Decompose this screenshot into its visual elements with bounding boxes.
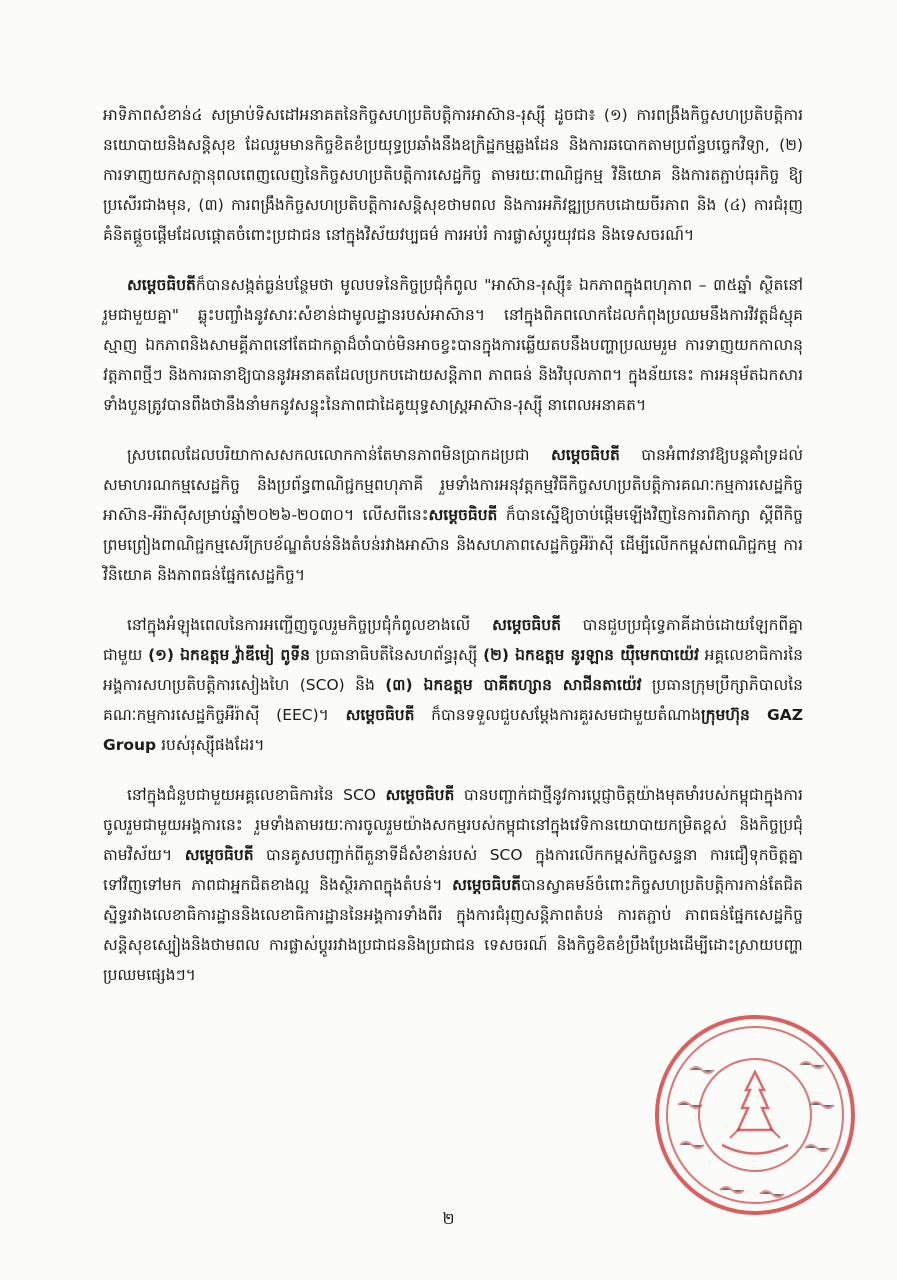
bold-text: សម្តេចធិបតី (452, 876, 521, 894)
bold-text: សម្តេចធិបតី (127, 276, 196, 294)
text-run: អាទិភាពសំខាន់៤ សម្រាប់ទិសដៅអនាគតនៃកិច្ចសហប្រតិបត្តិការអាស៊ាន-រុស្ស៊ី ដូចជា៖ (១) ការពង្រឹងកិច្ចសហប្រតិបត្តិការនយោបាយនិងសន្តិសុខ ដែលរួមមានកិច្ចខិតខំប្រយុទ្ធប្រឆាំងនឹងឧក្រិដ្ឋកម្មឆ្លងដែន និងការឆបោកតាមប្រព័ន្ធបច្ចេកវិទ្យា, (២) ការទាញយកសក្តានុពលពេញលេញនៃកិច្ចសហប្រតិបត្តិការសេដ្ឋកិច្ច តាមរយៈពាណិជ្ជកម្ម វិនិយោគ និងការតភ្ជាប់ធុរកិច្ច ឱ្យប្រសើរជាងមុន, (៣) ការពង្រឹងកិច្ចសហប្រតិបត្តិការសន្តិសុខថាមពល និងការអភិវឌ្ឍប្រកបដោយចីរភាព និង (៤) ការជំរុញគំនិតផ្តួចផ្តើមដែលផ្តោតចំពោះប្រជាជន នៅក្នុងវិស័យវប្បធម៌ ការអប់រំ ការផ្លាស់ប្តូរយុវជន និងទេសចរណ៍។ (103, 106, 803, 244)
paragraph-5 (103, 780, 803, 990)
paragraph-4 (103, 610, 803, 760)
bold-text: សម្តេចធិបតី (550, 446, 620, 464)
bold-text: (៣) ឯកឧត្តម បាគីតហ្សាន សាជីនតាយ៉េវ (385, 676, 642, 694)
bold-text: សម្តេចធិបតី (385, 786, 455, 804)
text-run: អគ្គលេខាធិការនៃអង្គការសហប្រតិបត្តិការសៀងហៃ (SCO) និង (103, 646, 803, 694)
text-run: នៅក្នុងជំនួបជាមួយអគ្គលេខាធិការនៃ SCO (127, 786, 386, 804)
text-run: របស់រុស្ស៊ីផងដែរ។ (156, 736, 265, 754)
paragraph-2 (103, 270, 803, 420)
text-run: ក៏បានស្នើឱ្យចាប់ផ្តើមឡើងវិញនៃការពិភាក្សា ស្តីពីកិច្ចព្រមព្រៀងពាណិជ្ជកម្មសេរីក្របខ័ណ្ឌតំបន់និងតំបន់រវាងអាស៊ាន និងសហភាពសេដ្ឋកិច្ចអឺរ៉ាស៊ី ដើម្បីលើកកម្ពស់ពាណិជ្ជកម្ម ការវិនិយោគ និងភាពធន់ផ្នែកសេដ្ឋកិច្ច។ (103, 506, 804, 584)
official-seal-icon (650, 1010, 860, 1220)
text-run: បានអំពាវនាវឱ្យបន្តគាំទ្រដល់សមាហរណកម្មសេដ្ឋកិច្ច និងប្រព័ន្ធពាណិជ្ជកម្មពហុភាគី រួមទាំងការអនុវត្តកម្មវិធីកិច្ចសហប្រតិបត្តិការគណៈកម្មការសេដ្ឋកិច្ចអាស៊ាន-អឺរ៉ាស៊ីសម្រាប់ឆ្នាំ២០២៦-២០៣០។ លើសពីនេះ (103, 446, 803, 524)
bold-text: សម្តេចធិបតី (428, 506, 498, 524)
paragraph-3 (103, 440, 803, 590)
bold-text: សម្តេចធិបតី (492, 616, 561, 634)
text-run: បានបញ្ជាក់ជាថ្មីនូវការប្តេជ្ញាចិត្តយ៉ាងមុតមាំរបស់កម្ពុជាក្នុងការចូលរួមជាមួយអង្គការនេះ រួមទាំងតាមរយៈការចូលរួមយ៉ាងសកម្មរបស់កម្ពុជានៅក្នុងវេទិកានយោបាយកម្រិតខ្ពស់ និងកិច្ចប្រជុំតាមវិស័យ។ (103, 786, 803, 864)
text-run: បានស្វាគមន៍ចំពោះកិច្ចសហប្រតិបត្តិការកាន់តែជិតស្និទ្ធរវាងលេខាធិការដ្ឋាននិងលេខាធិការដ្ឋាននៃអង្គការទាំងពីរ ក្នុងការជំរុញសន្តិភាពតំបន់ ការតភ្ជាប់ ភាពធន់ផ្នែកសេដ្ឋកិច្ច សន្តិសុខស្បៀងនិងថាមពល ការផ្លាស់ប្តូររវាងប្រជាជននិងប្រជាជន ទេសចរណ៍ និងកិច្ចខិតខំប្រឹងប្រែងដើម្បីដោះស្រាយបញ្ហាប្រឈមផ្សេងៗ។ (103, 876, 803, 984)
document-body (103, 100, 803, 1010)
text-run: ប្រធានក្រុមប្រឹក្សាភិបាលនៃគណៈកម្មការសេដ្ឋកិច្ចអឺរ៉ាស៊ី (EEC)។ (103, 676, 803, 724)
page-number: ២ (442, 1209, 455, 1228)
text-run: ក៏បានសង្កត់ធ្ងន់បន្ថែមថា មូលបទនៃកិច្ចប្រជុំកំពូល "អាស៊ាន-រុស្ស៊ី៖ ឯកភាពក្នុងពហុភាព – ៣៥ឆ្នាំ ស្ថិតនៅរួមជាមួយគ្នា" ឆ្លុះបញ្ចាំងនូវសារៈសំខាន់ជាមូលដ្ឋានរបស់អាស៊ាន។ នៅក្នុងពិភពលោកដែលកំពុងប្រឈមនឹងការវិវត្តដ៏ស្មុគស្មាញ ឯកភាពនិងសាមគ្គីភាពនៅតែជាកត្តាដ៏ចាំបាច់មិនអាចខ្វះបានក្នុងការឆ្លើយតបនឹងបញ្ហាប្រឈមរួម ការទាញយកកាលានុវត្តភាពថ្មីៗ និងការធានាឱ្យបាននូវអនាគតដែលប្រកបដោយសន្តិភាព ភាពធន់ និងវិបុលភាព។ ក្នុងន័យនេះ ការអនុម័តឯកសារទាំងបួនត្រូវបានពឹងថានឹងនាំមកនូវសន្ទុះនៃភាពជាដៃគូយុទ្ធសាស្ត្រអាស៊ាន-រុស្ស៊ី នាពេលអនាគត។ (103, 276, 803, 414)
text-run: នៅក្នុងអំឡុងពេលនៃការអញ្ជើញចូលរួមកិច្ចប្រជុំកំពូលខាងលើ (127, 616, 493, 634)
text-run: ស្របពេលដែលបរិយាកាសសកលលោកកាន់តែមានភាពមិនប្រាកដប្រជា (127, 446, 551, 464)
bold-text: សម្តេចធិបតី (184, 846, 254, 864)
text-run: ប្រធានាធិបតីនៃសហព័ន្ធរុស្ស៊ី (309, 646, 484, 664)
bold-text: (១) ឯកឧត្តម វ៉្លាឌីមៀ ពូទីន (148, 646, 310, 664)
text-run: បានជួបប្រជុំទ្វេភាគីដាច់ដោយឡែកពីគ្នាជាមួយ (103, 616, 803, 664)
text-run: ក៏បានទទួលជួបសម្តែងការគួរសមជាមួយតំណាង (414, 706, 701, 724)
paragraph-1 (103, 100, 803, 250)
bold-text: សម្តេចធិបតី (345, 706, 415, 724)
text-run: បានគូសបញ្ជាក់ពីតួនាទីដ៏សំខាន់របស់ SCO ក្នុងការលើកកម្ពស់កិច្ចសន្ទនា ការជឿទុកចិត្តគ្នាទៅវិញទៅមក ភាពជាអ្នកជិតខាងល្អ និងស្ថិរភាពក្នុងតំបន់។ (103, 846, 803, 894)
bold-text: ក្រុមហ៊ុន GAZ Group (103, 706, 803, 754)
bold-text: (២) ឯកឧត្តម នូរឡាន យ៉ឺមេកបាយ៉េវ (483, 646, 699, 664)
